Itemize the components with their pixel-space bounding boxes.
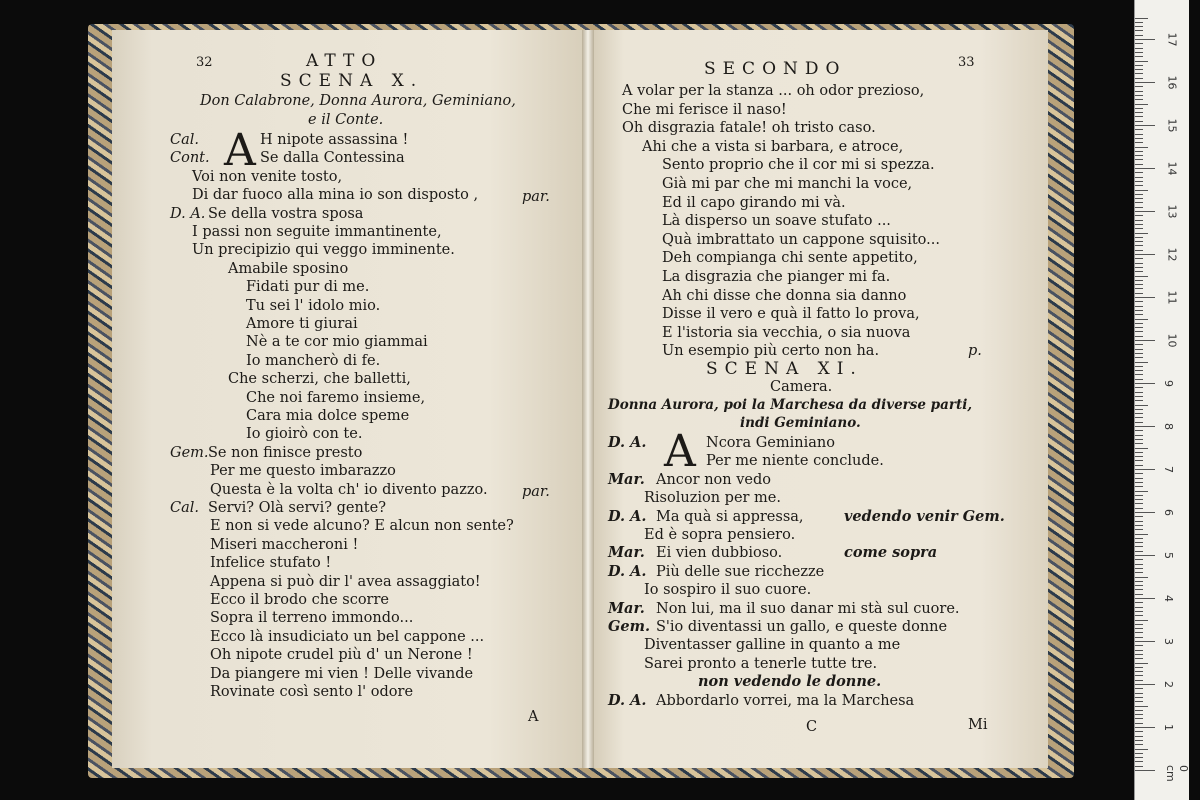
ruler-tick: [1135, 271, 1143, 272]
ruler-tick: [1135, 417, 1143, 418]
ruler-number: 4: [1162, 595, 1175, 602]
ruler-tick: [1135, 35, 1143, 36]
stage-note: par.: [522, 189, 550, 206]
cast-list-2: e il Conte.: [308, 112, 384, 128]
ruler-tick: [1135, 534, 1148, 535]
left-page: [112, 30, 583, 768]
ruler-tick: [1135, 241, 1143, 242]
ruler-tick: [1135, 598, 1155, 599]
ruler-tick: [1135, 121, 1143, 122]
verse-line: I passi non seguite immantinente,: [192, 224, 442, 240]
ruler-tick: [1135, 134, 1143, 135]
verse-line: Che noi faremo insieme,: [246, 389, 426, 406]
ruler-tick: [1135, 473, 1143, 474]
ruler-tick: [1135, 86, 1143, 87]
ruler-tick: [1135, 237, 1143, 238]
ruler-tick: [1135, 336, 1143, 337]
ruler-number: 0 cm: [1164, 765, 1190, 782]
setting: Camera.: [770, 379, 833, 395]
ruler-tick: [1135, 761, 1143, 762]
ruler-tick: [1135, 620, 1148, 621]
ruler-number: 14: [1165, 161, 1179, 176]
ruler-tick: [1135, 508, 1143, 509]
ruler-tick: [1135, 374, 1143, 375]
ruler-tick: [1135, 48, 1143, 49]
ruler-tick: [1135, 663, 1148, 664]
verse-line: Io gioirò con te.: [246, 426, 363, 443]
ruler-tick: [1135, 155, 1143, 156]
ruler-tick: [1135, 529, 1143, 530]
ruler-tick: [1135, 491, 1148, 492]
verse-line: Quà imbrattato un cappone squisito...: [662, 231, 940, 248]
ruler-tick: [1135, 331, 1143, 332]
verse-line: Servi? Olà servi? gente?: [208, 500, 386, 516]
ruler-tick: [1135, 753, 1143, 754]
speaker-label: Mar.: [608, 544, 645, 562]
cast-list: Donna Aurora, poi la Marchesa da diverse parti,: [608, 397, 973, 413]
ruler-tick: [1135, 727, 1155, 728]
ruler-tick: [1135, 181, 1143, 182]
ruler-tick: [1135, 607, 1143, 608]
verse-line: Non lui, ma il suo danar mi stà sul cuore.: [656, 600, 960, 617]
ruler-tick: [1135, 482, 1143, 483]
ruler-number: 8: [1162, 423, 1175, 430]
ruler-tick: [1135, 701, 1143, 702]
cast-list: Don Calabrone, Donna Aurora, Geminiano,: [200, 93, 516, 109]
verse-line: Un esempio più certo non ha.: [662, 343, 880, 360]
scene-heading: SCENA XI.: [706, 359, 863, 379]
ruler-tick: [1135, 91, 1143, 92]
ruler-tick: [1135, 688, 1143, 689]
verse-line: Ecco là insudiciato un bel cappone ...: [210, 628, 485, 645]
verse-line: Se della vostra sposa: [208, 205, 364, 222]
speaker-label: Gem.: [170, 444, 209, 461]
verse-line: Voi non venite tosto,: [192, 168, 343, 185]
stage-note: par.: [522, 483, 550, 500]
signature-mark: C: [806, 719, 818, 735]
verse-line: Ed è sopra pensiero.: [644, 527, 796, 543]
ruler-number: 11: [1165, 290, 1179, 305]
verse-line: Infelice stufato !: [210, 555, 332, 572]
verse-line: Ancor non vedo: [656, 471, 772, 488]
stage-note: p.: [968, 343, 982, 360]
verse-line: Che mi ferisce il naso!: [622, 101, 787, 118]
ruler-tick: [1135, 340, 1155, 341]
ruler-tick: [1135, 495, 1143, 496]
verse-line: Io mancherò di fe.: [246, 352, 381, 369]
page-number: 32: [196, 55, 213, 70]
ruler-tick: [1135, 263, 1143, 264]
verse-line: Sarei pronto a tenerle tutte tre.: [644, 655, 878, 672]
ruler-tick: [1135, 448, 1148, 449]
ruler-number: 17: [1165, 32, 1179, 47]
verse-line: Ei vien dubbioso.: [656, 545, 783, 562]
ruler-tick: [1135, 693, 1143, 694]
ruler-number: 1: [1162, 724, 1175, 731]
ruler-tick: [1135, 65, 1143, 66]
ruler-tick: [1135, 396, 1143, 397]
ruler-tick: [1135, 198, 1143, 199]
ruler-tick: [1135, 749, 1148, 750]
ruler-tick: [1135, 18, 1148, 19]
verse-line: Tu sei l' idolo mio.: [246, 297, 381, 314]
ruler-tick: [1135, 357, 1143, 358]
ruler-tick: [1135, 546, 1143, 547]
ruler-number: 9: [1162, 380, 1175, 387]
verse-line: Oh disgrazia fatale! oh tristo caso.: [622, 120, 876, 137]
verse-line: Ahi che a vista si barbara, e atroce,: [642, 138, 904, 155]
ruler-tick: [1135, 426, 1155, 427]
ruler-tick: [1135, 512, 1155, 513]
verse-line: Ncora Geminiano: [706, 435, 835, 451]
ruler-tick: [1135, 344, 1143, 345]
ruler-tick: [1135, 675, 1143, 676]
ruler-tick: [1135, 499, 1143, 500]
ruler-number: 12: [1165, 247, 1179, 262]
speaker-label: Cal.: [170, 132, 199, 148]
gutter: [582, 30, 594, 768]
ruler-tick: [1135, 224, 1143, 225]
ruler-tick: [1135, 521, 1143, 522]
ruler-tick: [1135, 379, 1143, 380]
ruler-tick: [1135, 142, 1143, 143]
ruler-number: 10: [1165, 333, 1179, 348]
running-header: ATTO: [306, 51, 383, 71]
ruler-tick: [1135, 624, 1143, 625]
verse-line: Da piangere mi vien ! Delle vivande: [210, 665, 474, 682]
ruler-tick: [1135, 392, 1143, 393]
verse-line: Sento proprio che il cor mi si spezza.: [662, 157, 935, 174]
running-header: SECONDO: [704, 59, 847, 79]
ruler-tick: [1135, 740, 1143, 741]
ruler-tick: [1135, 254, 1155, 255]
verse-line: Amabile sposino: [228, 260, 349, 277]
ruler-tick: [1135, 611, 1143, 612]
verse-line: Cara mia dolce speme: [246, 408, 410, 424]
verse-line: Risoluzion per me.: [644, 490, 781, 507]
ruler-tick: [1135, 112, 1143, 113]
ruler-tick: [1135, 138, 1143, 139]
ruler-tick: [1135, 306, 1143, 307]
ruler-tick: [1135, 258, 1143, 259]
ruler-tick: [1135, 486, 1143, 487]
ruler-tick: [1135, 594, 1143, 595]
verse-line: Diventasser galline in quanto a me: [644, 637, 901, 654]
verse-line: Miseri maccheroni !: [210, 536, 359, 553]
ruler-tick: [1135, 589, 1143, 590]
verse-line: Oh nipote crudel più d' un Nerone !: [210, 647, 473, 664]
ruler-tick: [1135, 69, 1143, 70]
ruler-tick: [1135, 568, 1143, 569]
ruler-tick: [1135, 245, 1143, 246]
ruler-tick: [1135, 525, 1143, 526]
ruler-tick: [1135, 538, 1143, 539]
verse-line: E l'istoria sia vecchia, o sia nuova: [662, 324, 911, 341]
verse-line: H nipote assassina !: [260, 132, 409, 148]
verse-line: Io sospiro il suo cuore.: [644, 582, 812, 599]
ruler-number: 16: [1165, 75, 1179, 90]
verse-line: Ed il capo girando mi và.: [662, 194, 846, 211]
ruler: [1134, 0, 1189, 800]
ruler-tick: [1135, 95, 1143, 96]
ruler-tick: [1135, 314, 1143, 315]
verse-line: Di dar fuoco alla mina io son disposto ,: [192, 187, 479, 204]
ruler-tick: [1135, 362, 1148, 363]
verse-line: Là disperso un soave stufato ...: [662, 213, 891, 230]
ruler-tick: [1135, 297, 1155, 298]
ruler-number: 5: [1162, 552, 1175, 559]
verse-line: Ecco il brodo che scorre: [210, 592, 389, 608]
ruler-tick: [1135, 172, 1143, 173]
ruler-tick: [1135, 542, 1143, 543]
ruler-tick: [1135, 319, 1148, 320]
verse-line: A volar per la stanza ... oh odor prezioso,: [622, 83, 925, 99]
ruler-tick: [1135, 632, 1143, 633]
stage-direction: vedendo venir Gem.: [844, 507, 1005, 525]
ruler-tick: [1135, 706, 1148, 707]
stage-direction: non vedendo le donne.: [698, 673, 882, 691]
ruler-tick: [1135, 654, 1143, 655]
verse-line: E non si vede alcuno? E alcun non sente?: [210, 518, 514, 535]
verse-line: Per me questo imbarazzo: [210, 463, 396, 480]
speaker-label: D. A.: [170, 205, 206, 222]
verse-line: Sopra il terreno immondo...: [210, 610, 414, 627]
ruler-tick: [1135, 190, 1148, 191]
drop-cap: A: [664, 426, 696, 477]
ruler-tick: [1135, 559, 1143, 560]
ruler-number: 13: [1165, 204, 1179, 219]
verse-line: Se dalla Contessina: [260, 150, 405, 167]
ruler-tick: [1135, 215, 1143, 216]
ruler-tick: [1135, 452, 1143, 453]
ruler-tick: [1135, 73, 1143, 74]
drop-cap: A: [224, 125, 256, 176]
verse-line: Fidati pur di me.: [246, 279, 370, 296]
ruler-tick: [1135, 78, 1143, 79]
ruler-tick: [1135, 723, 1143, 724]
ruler-tick: [1135, 353, 1143, 354]
verse-line: Più delle sue ricchezze: [656, 563, 825, 580]
ruler-tick: [1135, 439, 1143, 440]
ruler-tick: [1135, 503, 1143, 504]
scene-heading: SCENA X.: [280, 71, 424, 91]
ruler-tick: [1135, 641, 1155, 642]
verse-line: Disse il vero e quà il fatto lo prova,: [662, 306, 920, 323]
ruler-tick: [1135, 718, 1143, 719]
ruler-tick: [1135, 478, 1143, 479]
ruler-tick: [1135, 456, 1143, 457]
ruler-tick: [1135, 744, 1143, 745]
ruler-number: 15: [1165, 118, 1179, 133]
speaker-label: Gem.: [608, 618, 650, 635]
ruler-tick: [1135, 551, 1143, 552]
ruler-tick: [1135, 168, 1155, 169]
verse-line: S'io diventassi un gallo, e queste donne: [656, 619, 948, 635]
ruler-tick: [1135, 387, 1143, 388]
ruler-tick: [1135, 349, 1143, 350]
verse-line: La disgrazia che pianger mi fa.: [662, 269, 891, 285]
ruler-tick: [1135, 116, 1143, 117]
ruler-tick: [1135, 280, 1143, 281]
ruler-tick: [1135, 731, 1143, 732]
ruler-tick: [1135, 104, 1148, 105]
verse-line: Abbordarlo vorrei, ma la Marchesa: [656, 692, 915, 709]
ruler-tick: [1135, 628, 1143, 629]
ruler-tick: [1135, 202, 1143, 203]
speaker-label: Cont.: [170, 150, 210, 167]
ruler-tick: [1135, 757, 1143, 758]
ruler-number: 2: [1162, 681, 1175, 688]
ruler-tick: [1135, 736, 1143, 737]
ruler-tick: [1135, 82, 1155, 83]
ruler-tick: [1135, 267, 1143, 268]
ruler-tick: [1135, 177, 1143, 178]
ruler-tick: [1135, 159, 1143, 160]
ruler-tick: [1135, 469, 1155, 470]
ruler-tick: [1135, 185, 1143, 186]
ruler-tick: [1135, 125, 1155, 126]
verse-line: Ma quà si appressa,: [656, 508, 804, 525]
ruler-tick: [1135, 194, 1143, 195]
verse-line: Amore ti giurai: [246, 316, 358, 332]
verse-line: Un precipizio qui veggo imminente.: [192, 242, 455, 259]
ruler-tick: [1135, 770, 1155, 771]
ruler-tick: [1135, 585, 1143, 586]
catchword: Mi: [968, 717, 988, 733]
ruler-tick: [1135, 26, 1143, 27]
ruler-tick: [1135, 61, 1148, 62]
ruler-tick: [1135, 52, 1143, 53]
ruler-tick: [1135, 413, 1143, 414]
ruler-tick: [1135, 405, 1148, 406]
page-number: 33: [958, 55, 975, 70]
verse-line: Questa è la volta ch' io divento pazzo.: [210, 481, 488, 498]
ruler-tick: [1135, 43, 1143, 44]
speaker-label: Mar.: [608, 470, 645, 488]
ruler-tick: [1135, 400, 1143, 401]
signature-mark: A: [528, 709, 539, 725]
ruler-tick: [1135, 615, 1143, 616]
ruler-tick: [1135, 370, 1143, 371]
ruler-tick: [1135, 250, 1143, 251]
speaker-label: Cal.: [170, 500, 199, 516]
ruler-tick: [1135, 680, 1143, 681]
ruler-tick: [1135, 383, 1155, 384]
ruler-tick: [1135, 572, 1143, 573]
ruler-tick: [1135, 147, 1148, 148]
ruler-tick: [1135, 310, 1143, 311]
speaker-label: D. A.: [608, 562, 647, 580]
ruler-tick: [1135, 301, 1143, 302]
speaker-label: D. A.: [608, 507, 647, 525]
ruler-tick: [1135, 284, 1143, 285]
verse-line: Già mi par che mi manchi la voce,: [662, 176, 913, 192]
ruler-tick: [1135, 228, 1143, 229]
verse-line: Per me niente conclude.: [706, 453, 884, 470]
ruler-tick: [1135, 637, 1143, 638]
ruler-tick: [1135, 422, 1143, 423]
ruler-tick: [1135, 671, 1143, 672]
ruler-number: 6: [1162, 509, 1175, 516]
ruler-tick: [1135, 650, 1143, 651]
speaker-label: Mar.: [608, 599, 645, 617]
ruler-tick: [1135, 714, 1143, 715]
right-page: [594, 30, 1048, 768]
ruler-tick: [1135, 220, 1143, 221]
ruler-tick: [1135, 555, 1155, 556]
ruler-tick: [1135, 22, 1143, 23]
ruler-tick: [1135, 577, 1148, 578]
speaker-label: D. A.: [608, 691, 647, 709]
verse-line: Deh compianga chi sente appetito,: [662, 250, 918, 267]
ruler-tick: [1135, 366, 1143, 367]
ruler-tick: [1135, 327, 1143, 328]
ruler-tick: [1135, 288, 1143, 289]
ruler-tick: [1135, 56, 1143, 57]
ruler-tick: [1135, 465, 1143, 466]
verse-line: Rovinate così sento l' odore: [210, 684, 414, 700]
ruler-tick: [1135, 211, 1155, 212]
stage-direction: come sopra: [844, 544, 938, 562]
cast-list-2: indi Geminiano.: [740, 415, 861, 431]
ruler-tick: [1135, 710, 1143, 711]
ruler-tick: [1135, 233, 1148, 234]
ruler-tick: [1135, 602, 1143, 603]
ruler-tick: [1135, 276, 1148, 277]
ruler-tick: [1135, 39, 1155, 40]
ruler-number: 3: [1162, 638, 1175, 645]
ruler-tick: [1135, 129, 1143, 130]
ruler-tick: [1135, 460, 1143, 461]
verse-line: Nè a te cor mio giammai: [246, 334, 428, 351]
ruler-tick: [1135, 430, 1143, 431]
ruler-tick: [1135, 443, 1143, 444]
ruler-tick: [1135, 658, 1143, 659]
ruler-tick: [1135, 435, 1143, 436]
ruler-tick: [1135, 108, 1143, 109]
ruler-tick: [1135, 766, 1143, 767]
ruler-number: 7: [1162, 466, 1175, 473]
ruler-tick: [1135, 30, 1143, 31]
ruler-tick: [1135, 207, 1143, 208]
ruler-tick: [1135, 697, 1143, 698]
ruler-tick: [1135, 516, 1143, 517]
ruler-tick: [1135, 564, 1143, 565]
verse-line: Se non finisce presto: [208, 444, 363, 461]
ruler-tick: [1135, 151, 1143, 152]
verse-line: Appena si può dir l' avea assaggiato!: [210, 573, 481, 590]
ruler-tick: [1135, 645, 1143, 646]
ruler-tick: [1135, 684, 1155, 685]
verse-line: Che scherzi, che balletti,: [228, 371, 411, 388]
ruler-tick: [1135, 409, 1143, 410]
ruler-tick: [1135, 164, 1143, 165]
ruler-tick: [1135, 293, 1143, 294]
ruler-tick: [1135, 667, 1143, 668]
ruler-tick: [1135, 581, 1143, 582]
ruler-tick: [1135, 323, 1143, 324]
ruler-tick: [1135, 99, 1143, 100]
verse-line: Ah chi disse che donna sia danno: [662, 287, 907, 304]
speaker-label: D. A.: [608, 434, 647, 451]
